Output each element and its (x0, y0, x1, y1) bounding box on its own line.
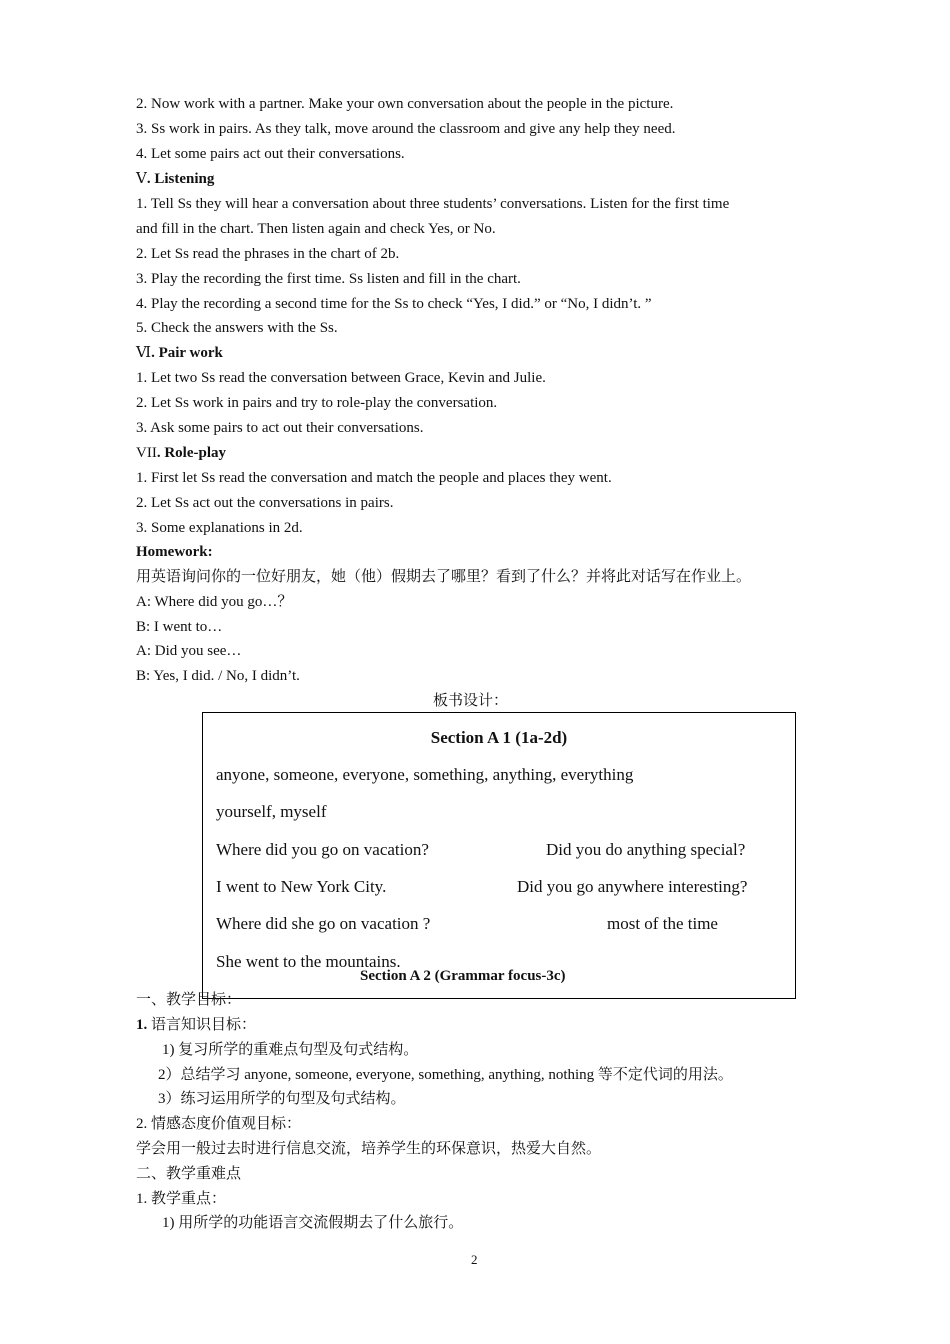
listening-line: 3. Play the recording the first time. Ss listen and fill in the chart. (136, 271, 521, 287)
pairwork-numeral: Ⅵ (136, 345, 152, 361)
board-right-line: Did you do anything special? (546, 840, 746, 859)
homework-line: A: Where did you go…？ (136, 594, 293, 610)
objectives-heading: 一、教学目标： (136, 992, 242, 1008)
board-right-line: most of the time (607, 914, 718, 933)
roleplay-line: 1. First let Ss read the conversation and match the people and places they went. (136, 470, 612, 486)
keypoints-heading: 二、教学重难点 (136, 1166, 242, 1182)
board-left-line: She went to the mountains. (216, 952, 401, 971)
board-left-line: Where did you go on vacation? (216, 840, 429, 859)
listening-line: and fill in the chart. Then listen again and check Yes, or No. (136, 221, 496, 237)
objective-item: 2）总结学习 anyone, someone, everyone, something, anything, nothing 等不定代词的用法。 (158, 1067, 733, 1083)
listening-line: 4. Play the recording a second time for the Ss to check “Yes, I did.” or “No, I didn’t. ” (136, 296, 652, 312)
board-line: anyone, someone, everyone, something, anything, everything (216, 765, 634, 784)
board-box (202, 712, 796, 999)
homework-title: Homework: (136, 544, 213, 560)
objective-item: 3）练习运用所学的句型及句式结构。 (158, 1091, 406, 1107)
roleplay-line: 3. Some explanations in 2d. (136, 520, 303, 536)
board-title: Section A 1 (1a-2d) (430, 728, 568, 747)
board-left-line: Where did she go on vacation ? (216, 914, 431, 933)
keypoint-1: 1. 教学重点： (136, 1191, 227, 1207)
board-left-line: I went to New York City. (216, 877, 387, 896)
objective-2-text: 学会用一般过去时进行信息交流，培养学生的环保意识，热爱大自然。 (136, 1141, 602, 1157)
listening-numeral: Ⅴ (136, 171, 147, 187)
listening-title: . Listening (146, 171, 215, 187)
listening-heading (136, 169, 214, 189)
roleplay-line: 2. Let Ss act out the conversations in pairs. (136, 495, 394, 511)
roleplay-numeral: VII (136, 445, 157, 461)
objective-2: 2. 情感态度价值观目标： (136, 1116, 302, 1132)
objective-item: 1) 复习所学的重难点句型及句式结构。 (162, 1042, 419, 1058)
objective-1 (136, 1015, 256, 1035)
section2-title: Section A 2 (Grammar focus-3c) (360, 968, 566, 984)
pairwork-line: 2. Let Ss work in pairs and try to role-play the conversation. (136, 395, 498, 411)
listening-line: 1. Tell Ss they will hear a conversation about three students’ conversations. Listen for the first time (136, 196, 730, 212)
board-line: yourself, myself (216, 802, 327, 821)
page-number: 2 (471, 1252, 478, 1267)
objective-1-number: 1. (136, 1017, 148, 1033)
homework-line: 用英语询问你的一位好朋友，她（他）假期去了哪里？看到了什么？并将此对话写在作业上。 (136, 569, 752, 585)
step-line: 4. Let some pairs act out their conversations. (136, 146, 405, 162)
step-line: 2. Now work with a partner. Make your own conversation about the people in the picture. (136, 96, 674, 112)
homework-line: B: Yes, I did. / No, I didn’t. (136, 668, 300, 684)
listening-line: 2. Let Ss read the phrases in the chart of 2b. (136, 246, 400, 262)
pairwork-line: 1. Let two Ss read the conversation between Grace, Kevin and Julie. (136, 370, 546, 386)
listening-line: 5. Check the answers with the Ss. (136, 320, 338, 336)
pairwork-title: . Pair work (151, 345, 223, 361)
objective-1-label: 语言知识目标： (147, 1017, 257, 1033)
board-caption: 板书设计： (433, 693, 509, 709)
roleplay-heading (136, 443, 226, 463)
homework-line: A: Did you see… (136, 643, 242, 659)
board-right-line: Did you go anywhere interesting? (517, 877, 748, 896)
step-line: 3. Ss work in pairs. As they talk, move around the classroom and give any help they need. (136, 121, 676, 137)
pairwork-heading (136, 343, 223, 363)
keypoint-item: 1) 用所学的功能语言交流假期去了什么旅行。 (162, 1215, 464, 1231)
roleplay-title: . Role-play (156, 445, 226, 461)
pairwork-line: 3. Ask some pairs to act out their conversations. (136, 420, 424, 436)
homework-line: B: I went to… (136, 619, 223, 635)
